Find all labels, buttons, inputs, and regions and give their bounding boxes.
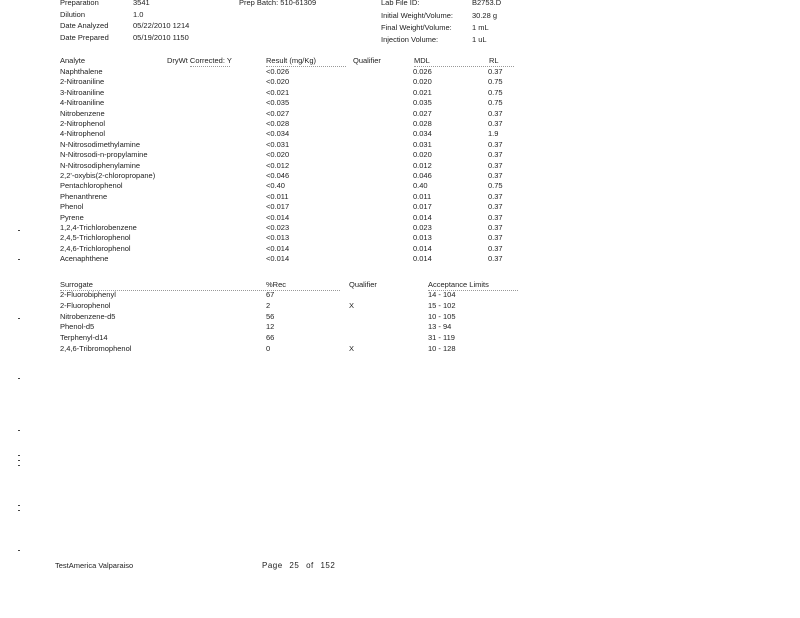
rl-value: 0.37 [488, 212, 503, 222]
rl-value: 1.9 [488, 129, 499, 139]
date-prepared-value: 05/19/2010 1150 [133, 33, 189, 42]
table-row [0, 322, 800, 332]
rec-value: 66 [266, 333, 275, 343]
date-analyzed-label: Date Analyzed [60, 21, 109, 30]
preparation-label: Preparation [60, 0, 99, 7]
page-of: of [306, 561, 314, 570]
table-row [0, 301, 800, 311]
rl-header: RL [489, 56, 499, 65]
rl-value: 0.37 [488, 150, 503, 160]
table-row [0, 312, 800, 322]
limits-value: 15 - 102 [428, 300, 456, 310]
mdl-value: 0.012 [413, 160, 432, 170]
surrogate-name: Phenol-d5 [60, 322, 95, 332]
margin-mark [18, 465, 20, 466]
mdl-value: 0.021 [413, 87, 432, 97]
dilution-value: 1.0 [133, 10, 144, 19]
table-row [0, 171, 800, 181]
lab-file-id-value: B2753.D [472, 0, 502, 7]
limits-value: 31 - 119 [428, 333, 455, 343]
analyte-header: Analyte [60, 56, 86, 65]
mdl-value: 0.027 [413, 108, 432, 118]
analyte-name: Pentachlorophenol [60, 181, 123, 191]
result-value: <0.014 [266, 212, 290, 222]
page-number [262, 561, 335, 570]
rl-value: 0.37 [488, 243, 503, 253]
rl-value: 0.37 [488, 202, 503, 212]
result-value: <0.027 [266, 108, 290, 118]
result-value: <0.020 [266, 77, 290, 87]
rl-value: 0.75 [488, 181, 503, 191]
analyte-name: Phenanthrene [60, 191, 108, 201]
limits-header: Acceptance Limits [428, 280, 489, 289]
rec-value: 67 [266, 290, 275, 299]
mdl-value: 0.014 [413, 254, 432, 264]
analyte-name: 2-Nitroaniline [60, 77, 105, 87]
table-row [0, 213, 800, 223]
result-value: <0.031 [266, 139, 290, 149]
mdl-value: 0.046 [413, 171, 432, 180]
final-weight-value: 1 mL [472, 23, 489, 32]
margin-mark [18, 505, 20, 506]
surrogate-header: Surrogate [60, 280, 93, 289]
result-value: <0.011 [266, 191, 289, 201]
page-total: 152 [320, 561, 336, 570]
limits-value: 14 - 104 [428, 290, 456, 299]
analyte-name: Nitrobenzene [60, 108, 105, 118]
mdl-value: 0.034 [413, 129, 432, 139]
rec-value: 2 [266, 300, 271, 310]
margin-mark [18, 230, 20, 231]
mdl-value: 0.013 [413, 233, 432, 243]
analyte-name: 4-Nitroaniline [60, 98, 105, 108]
qualifier-value: X [349, 300, 355, 310]
result-value: <0.014 [266, 243, 290, 253]
table-row [0, 181, 800, 191]
mdl-value: 0.035 [413, 98, 432, 108]
rl-value: 0.37 [488, 119, 503, 128]
limits-value: 13 - 94 [428, 322, 452, 332]
analyte-name: 2-Nitrophenol [60, 119, 106, 128]
date-analyzed-value: 05/22/2010 1214 [133, 21, 190, 30]
analyte-name: 2,4,5-Trichlorophenol [60, 233, 131, 243]
rl-value: 0.37 [488, 171, 503, 180]
result-value: <0.046 [266, 171, 290, 180]
analyte-name: 2,2'-oxybis(2-chloropropane) [60, 171, 156, 180]
rl-value: 0.37 [488, 139, 503, 149]
initial-weight-value: 30.28 g [472, 11, 498, 20]
table-row [0, 254, 800, 264]
rl-value: 0.37 [488, 67, 503, 76]
mdl-value: 0.020 [413, 150, 432, 160]
lab-file-id-label: Lab File ID: [381, 0, 420, 7]
dilution-label: Dilution [60, 10, 86, 19]
surrogate-name: 2-Fluorophenol [60, 300, 111, 310]
result-value: <0.021 [266, 87, 290, 97]
rl-value: 0.37 [488, 233, 503, 243]
result-value: <0.028 [266, 119, 290, 128]
rl-value: 0.37 [488, 108, 503, 118]
margin-mark [18, 259, 20, 260]
margin-mark [18, 455, 20, 456]
rl-value: 0.37 [488, 254, 503, 264]
result-value: <0.020 [266, 150, 290, 160]
date-prepared-label: Date Prepared [60, 33, 109, 42]
mdl-value: 0.011 [413, 191, 432, 201]
result-value: <0.035 [266, 98, 290, 108]
analyte-name: N-Nitrosodimethylamine [60, 139, 141, 149]
mdl-value: 0.026 [413, 67, 432, 76]
result-value: <0.012 [266, 160, 290, 170]
table-row [0, 233, 800, 243]
mdl-value: 0.40 [413, 181, 428, 191]
margin-mark [18, 550, 20, 551]
mdl-value: 0.014 [413, 243, 432, 253]
table-row [0, 140, 800, 150]
rl-value: 0.37 [488, 160, 503, 170]
margin-mark [18, 430, 20, 431]
analyte-name: Acenaphthene [60, 254, 109, 264]
surrogate-name: 2-Fluorobiphenyl [60, 290, 116, 299]
rec-value: 0 [266, 344, 271, 353]
table-row [0, 77, 800, 87]
table-row [0, 150, 800, 160]
table-row [0, 290, 800, 300]
table-row [0, 88, 800, 98]
injection-volume-value: 1 uL [472, 35, 487, 44]
result-header: Result (mg/Kg) [266, 56, 317, 65]
table-row [0, 161, 800, 171]
result-value: <0.034 [266, 129, 290, 139]
page-current: 25 [289, 561, 300, 570]
analyte-name: 4-Nitrophenol [60, 129, 106, 139]
page-label: Page [262, 561, 283, 570]
result-value: <0.017 [266, 202, 290, 212]
rec-value: 56 [266, 311, 275, 321]
margin-mark [18, 318, 20, 319]
table-row [0, 244, 800, 254]
rl-value: 0.37 [488, 191, 503, 201]
qualifier-value: X [349, 344, 355, 353]
mdl-value: 0.020 [413, 77, 432, 87]
surrogate-name: Terphenyl-d14 [60, 333, 108, 343]
mdl-value: 0.028 [413, 119, 432, 128]
surrogate-name: Nitrobenzene-d5 [60, 311, 116, 321]
limits-value: 10 - 128 [428, 344, 456, 353]
limits-value: 10 - 105 [428, 311, 456, 321]
analyte-name: 3-Nitroaniline [60, 87, 105, 97]
mdl-value: 0.014 [413, 212, 432, 222]
result-value: <0.013 [266, 233, 290, 243]
table-row [0, 192, 800, 202]
analyte-name: N-Nitrosodi-n-propylamine [60, 150, 148, 160]
preparation-value: 3541 [133, 0, 150, 7]
rl-value: 0.75 [488, 87, 503, 97]
analyte-name: N-Nitrosodiphenylamine [60, 160, 141, 170]
analyte-name: Phenol [60, 202, 84, 212]
analyte-name: Pyrene [60, 212, 84, 222]
surrogate-name: 2,4,6-Tribromophenol [60, 344, 132, 353]
analyte-name: 1,2,4-Trichlorobenzene [60, 223, 137, 232]
mdl-value: 0.023 [413, 223, 432, 232]
result-value: <0.026 [266, 67, 290, 76]
surrogate-qualifier-header: Qualifier [349, 280, 377, 289]
qualifier-header: Qualifier [353, 56, 381, 65]
rl-value: 0.75 [488, 98, 503, 108]
result-value: <0.40 [266, 181, 285, 191]
rec-header: %Rec [266, 280, 287, 289]
margin-mark [18, 378, 20, 379]
drywt-header: DryWt Corrected: Y [167, 56, 232, 65]
table-row [0, 67, 800, 77]
table-row [0, 119, 800, 129]
table-row [0, 202, 800, 212]
table-row [0, 344, 800, 354]
result-value: <0.023 [266, 223, 290, 232]
table-row [0, 333, 800, 343]
rec-value: 12 [266, 322, 275, 332]
rl-value: 0.75 [488, 77, 503, 87]
final-weight-label: Final Weight/Volume: [381, 23, 452, 32]
table-row [0, 129, 800, 139]
table-row [0, 98, 800, 108]
prep-batch: Prep Batch: 510-61309 [239, 0, 317, 7]
table-row [0, 109, 800, 119]
margin-mark [18, 460, 20, 461]
mdl-header: MDL [414, 56, 430, 65]
initial-weight-label: Initial Weight/Volume: [381, 11, 453, 20]
rl-value: 0.37 [488, 223, 503, 232]
analyte-name: Naphthalene [60, 67, 103, 76]
table-row [0, 223, 800, 233]
mdl-value: 0.017 [413, 202, 432, 212]
analyte-name: 2,4,6-Trichlorophenol [60, 243, 131, 253]
margin-mark [18, 510, 20, 511]
mdl-value: 0.031 [413, 139, 432, 149]
company-name: TestAmerica Valparaiso [55, 561, 134, 570]
result-value: <0.014 [266, 254, 290, 264]
injection-volume-label: Injection Volume: [381, 35, 439, 44]
